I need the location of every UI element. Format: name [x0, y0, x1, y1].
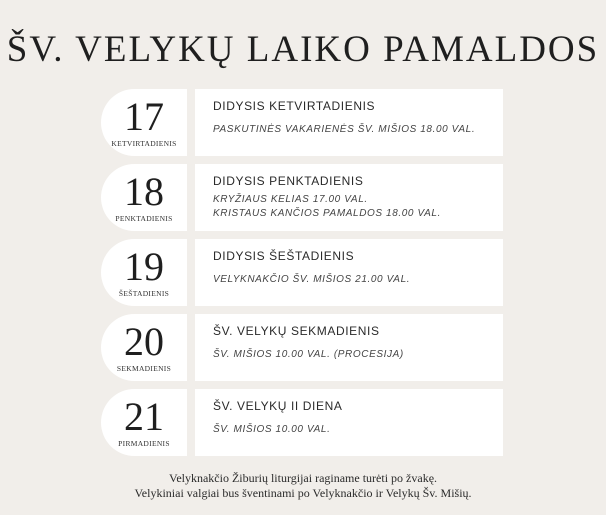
date-badge — [101, 164, 187, 231]
weekday-name: SEKMADIENIS — [116, 364, 172, 373]
footer-note — [0, 471, 606, 501]
event-details — [213, 193, 498, 221]
event-card — [195, 239, 503, 306]
event-detail-line: ŠV. MIŠIOS 10.00 VAL. — [213, 424, 331, 435]
event-card — [195, 314, 503, 381]
event-detail-line: VELYKNAKČIO ŠV. MIŠIOS 21.00 VAL. — [213, 274, 411, 285]
event-card — [195, 164, 503, 231]
footer-line: Velykiniai valgiai bus šventinami po Velyknakčio ir Velykų Šv. Mišių. — [134, 486, 472, 500]
day-number: 17 — [124, 94, 164, 139]
event-detail-line: PASKUTINĖS VAKARIENĖS ŠV. MIŠIOS 18.00 VAL. — [213, 124, 476, 135]
event-title: DIDYSIS KETVIRTADIENIS — [213, 99, 376, 113]
event-details — [213, 348, 498, 362]
day-number: 20 — [124, 319, 164, 364]
date-badge — [101, 314, 187, 381]
event-detail-line: KRYŽIAUS KELIAS 17.00 VAL. — [213, 194, 368, 205]
event-details — [213, 273, 498, 287]
schedule-list — [101, 89, 503, 464]
date-badge — [101, 389, 187, 456]
date-badge — [101, 239, 187, 306]
event-details — [213, 423, 498, 437]
weekday-name: PIRMADIENIS — [118, 439, 170, 448]
event-title: ŠV. VELYKŲ SEKMADIENIS — [213, 324, 380, 338]
event-detail-line: ŠV. MIŠIOS 10.00 VAL. (PROCESIJA) — [213, 349, 404, 360]
date-badge — [101, 89, 187, 156]
footer-line: Velyknakčio Žiburių liturgijai raginame turėti po žvakę. — [168, 471, 438, 485]
weekday-name: ŠEŠTADIENIS — [118, 289, 170, 298]
day-number: 19 — [124, 244, 164, 289]
schedule-row — [101, 89, 503, 156]
schedule-row — [101, 239, 503, 306]
event-card — [195, 89, 503, 156]
day-number: 21 — [124, 394, 164, 439]
page-title: ŠV. VELYKŲ LAIKO PAMALDOS — [6, 29, 600, 70]
event-card — [195, 389, 503, 456]
weekday-name: PENKTADIENIS — [115, 214, 173, 223]
schedule-row — [101, 314, 503, 381]
event-title: DIDYSIS ŠEŠTADIENIS — [213, 249, 355, 263]
schedule-row — [101, 164, 503, 231]
event-details — [213, 123, 498, 137]
weekday-name: KETVIRTADIENIS — [111, 139, 177, 148]
event-title: DIDYSIS PENKTADIENIS — [213, 174, 364, 188]
event-title: ŠV. VELYKŲ II DIENA — [213, 399, 343, 413]
schedule-row — [101, 389, 503, 456]
event-detail-line: KRISTAUS KANČIOS PAMALDOS 18.00 VAL. — [213, 208, 441, 219]
day-number: 18 — [124, 169, 164, 214]
